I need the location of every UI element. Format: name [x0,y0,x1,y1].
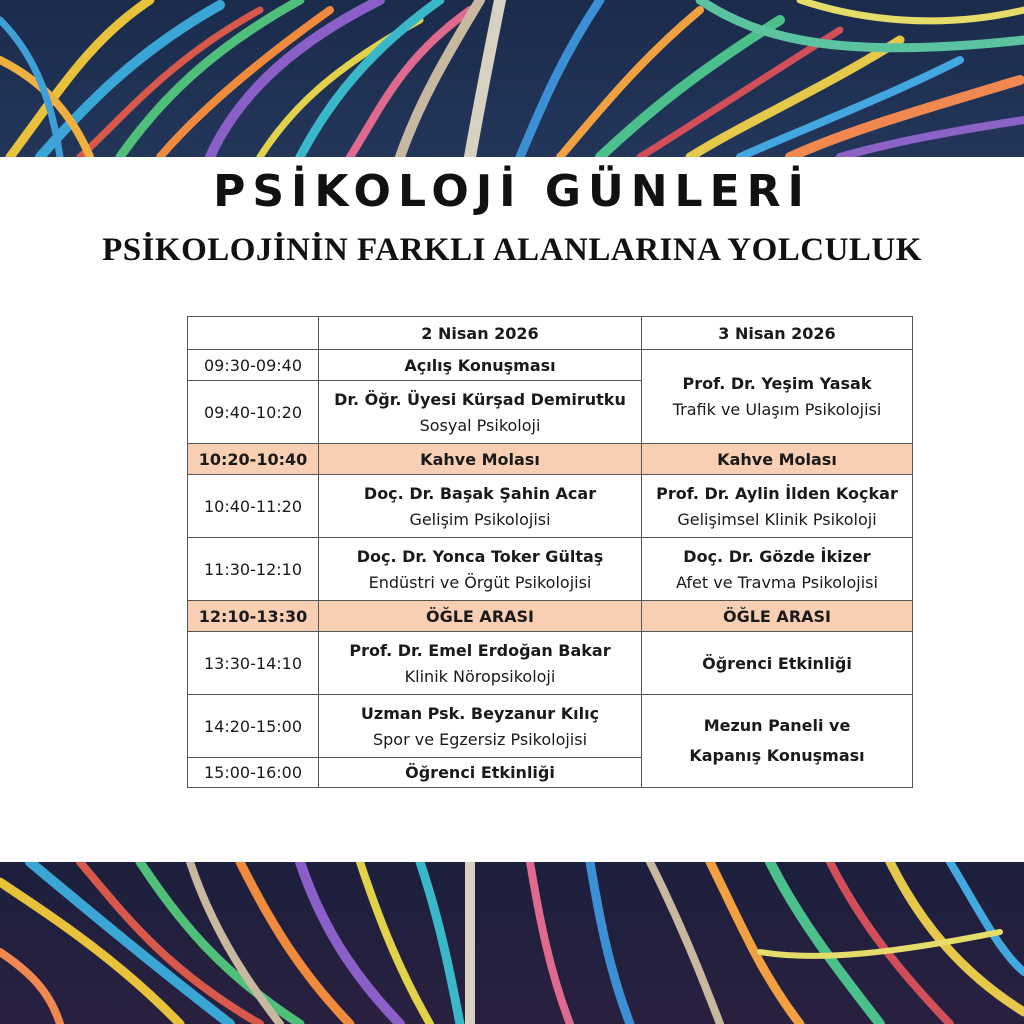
page-subtitle: PSİKOLOJİNİN FARKLI ALANLARINA YOLCULUK [102,232,922,268]
session-cell [642,350,913,444]
break-cell: ÖĞLE ARASI [642,601,913,632]
break-cell: ÖĞLE ARASI [319,601,642,632]
speaker-name: Uzman Psk. Beyzanur Kılıç [360,703,600,723]
decorative-painting-top [0,0,1024,157]
table-row [188,538,913,601]
session-cell [642,538,913,601]
session-topic: Sosyal Psikoloji [419,415,541,435]
break-cell: Kahve Molası [642,444,913,475]
page-title: PSİKOLOJİ GÜNLERİ [213,166,811,217]
time-cell: 14:20-15:00 [188,695,319,758]
session-topic: Spor ve Egzersiz Psikolojisi [372,729,588,749]
speaker-name: Doç. Dr. Gözde İkizer [683,546,871,566]
table-row [188,632,913,695]
table-header-row [188,317,913,350]
session-cell [642,695,913,788]
session-cell [642,475,913,538]
header-day-2: 3 Nisan 2026 [642,317,913,350]
session-topic: Afet ve Travma Psikolojisi [676,572,878,592]
speaker-name: Doç. Dr. Başak Şahin Acar [363,483,597,503]
time-cell: 09:40-10:20 [188,381,319,444]
header-time-cell [188,317,319,350]
table-row [188,695,913,758]
table-row [188,475,913,538]
session-topic: Klinik Nöropsikoloji [404,666,556,686]
session-topic: Trafik ve Ulaşım Psikolojisi [672,400,882,419]
session-topic: Gelişimsel Klinik Psikoloji [677,509,877,529]
session-cell [319,632,642,695]
speaker-name: Doç. Dr. Yonca Toker Gültaş [356,546,604,566]
time-cell: 11:30-12:10 [188,538,319,601]
session-cell [319,381,642,444]
break-row [188,444,913,475]
time-cell: 13:30-14:10 [188,632,319,695]
time-cell: 15:00-16:00 [188,758,319,788]
session-cell [319,695,642,758]
speaker-name: Dr. Öğr. Üyesi Kürşad Demirutku [334,389,626,409]
schedule-table [187,316,913,788]
time-cell: 10:40-11:20 [188,475,319,538]
break-cell: Kahve Molası [319,444,642,475]
session-cell: Açılış Konuşması [319,350,642,381]
header-day-1: 2 Nisan 2026 [319,317,642,350]
speaker-name: Prof. Dr. Yeşim Yasak [682,374,872,393]
speaker-name: Prof. Dr. Aylin İlden Koçkar [656,483,898,503]
session-cell: Öğrenci Etkinliği [642,632,913,695]
time-cell: 12:10-13:30 [188,601,319,632]
decorative-painting-bottom [0,862,1024,1024]
table-row [188,350,913,381]
closing-session-label: Mezun Paneli ve Kapanış Konuşması [689,716,865,765]
session-cell [319,538,642,601]
speaker-name: Prof. Dr. Emel Erdoğan Bakar [349,640,611,660]
break-row [188,601,913,632]
time-cell: 10:20-10:40 [188,444,319,475]
session-topic: Endüstri ve Örgüt Psikolojisi [368,572,592,592]
session-cell [319,475,642,538]
session-cell: Öğrenci Etkinliği [319,758,642,788]
time-cell: 09:30-09:40 [188,350,319,381]
session-topic: Gelişim Psikolojisi [409,509,551,529]
